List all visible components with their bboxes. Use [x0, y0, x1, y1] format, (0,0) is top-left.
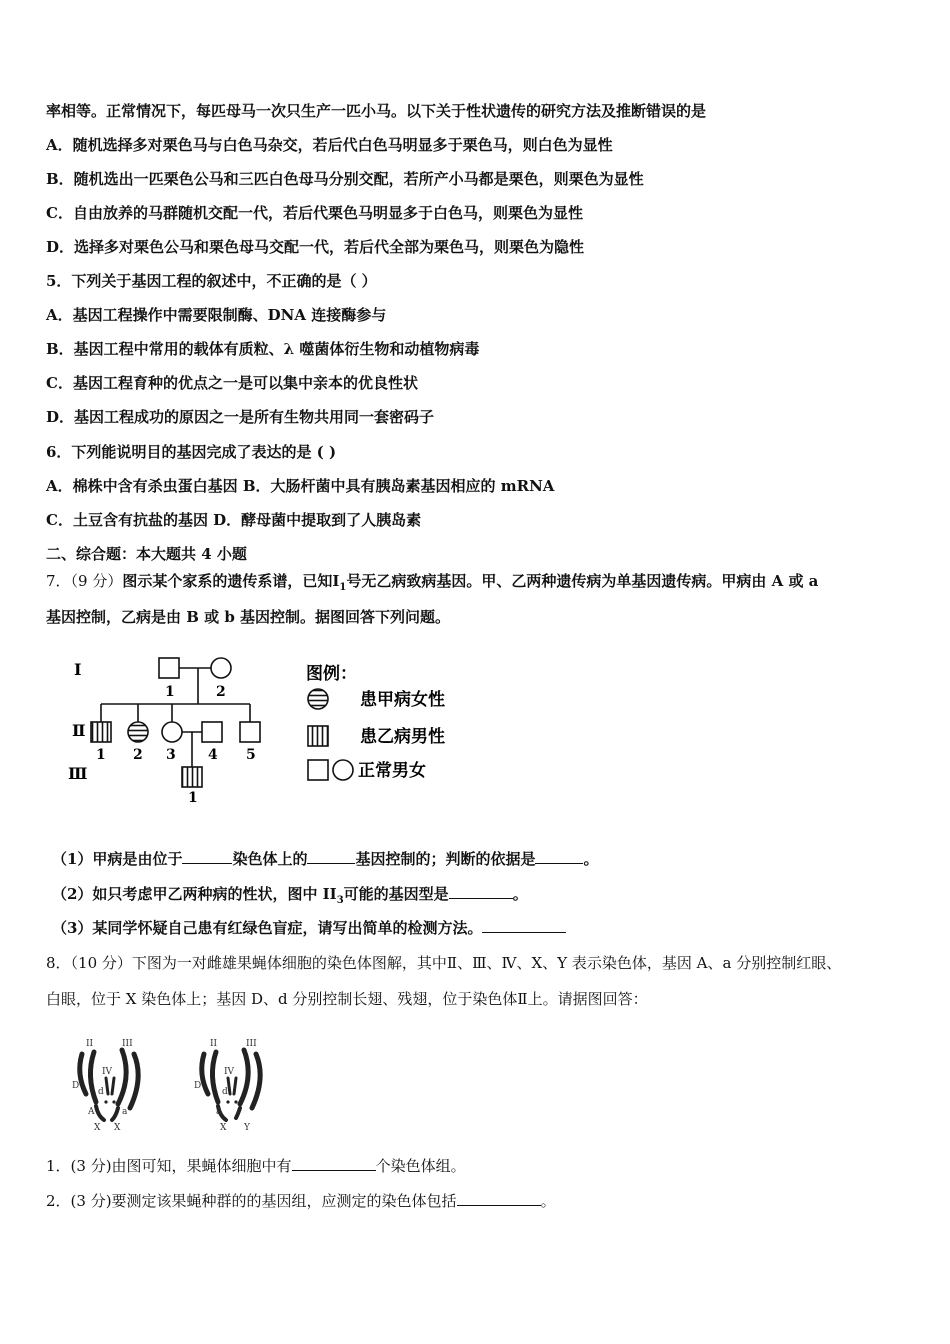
answer-blank-2[interactable]	[307, 849, 355, 864]
pedigree-i1-number: 1	[165, 684, 175, 700]
pedigree-i2-female	[211, 658, 231, 678]
fig-male-label-x: X	[220, 1123, 227, 1133]
q6-options-row2: C．土豆含有抗盐的基因 D．酵母菌中提取到了人胰岛素	[46, 511, 422, 529]
legend-affected-male-label: 患乙病男性	[360, 727, 445, 747]
pedigree-ii4-male	[202, 722, 222, 742]
q4-stem-tail: 率相等。正常情况下，每匹母马一次只生产一匹小马。以下关于性状遗传的研究方法及推断错误的是	[46, 102, 707, 120]
q7-sub1	[52, 849, 910, 869]
q7-sub1-text-c: 基因控制的；判断的依据是	[355, 850, 536, 868]
q7-text-b: 号无乙病致病基因。甲、乙两种遗传病为单基因遗传病。甲病由 A 或 a	[346, 572, 819, 590]
q4-option-c: C．自由放养的马群随机交配一代，若后代栗色马明显多于白色马，则栗色为显性	[46, 204, 583, 222]
fig-female-label-a-upper: A	[88, 1107, 95, 1117]
pedigree-chart	[60, 648, 480, 808]
pedigree-ii3-female	[162, 722, 182, 742]
answer-blank-6[interactable]	[292, 1156, 376, 1171]
q6-options-row1: A．棉株中含有杀虫蛋白基因 B．大肠杆菌中具有胰岛素基因相应的 mRNA	[46, 477, 555, 495]
answer-blank-4[interactable]	[449, 884, 513, 899]
q7-line1	[46, 571, 910, 598]
fig-male-label-dd: d	[222, 1087, 228, 1097]
q7-sub3-text: （3）某同学怀疑自己患有红绿色盲症，请写出简单的检测方法。	[52, 919, 483, 937]
legend-affected-female-label: 患甲病女性	[360, 690, 445, 710]
fig-female-label-a-lower: a	[122, 1107, 128, 1117]
q7-number: 7．（9 分）	[46, 572, 123, 590]
fig-female-label-x1: X	[94, 1123, 101, 1133]
q7-sub2-text-c: 。	[512, 885, 528, 903]
pedigree-i2-number: 2	[216, 684, 226, 700]
pedigree-iii1-affected-male	[182, 767, 202, 787]
section-heading: 二、综合题：本大题共 4 小题	[46, 545, 247, 563]
q7-sub2-text-a: （2）如只考虑甲乙两种病的性状，图中 II	[52, 885, 337, 903]
q5-option-d: D．基因工程成功的原因之一是所有生物共用同一套密码子	[46, 408, 435, 426]
q8-sub2-text-a: 2．(3 分)要测定该果蝇种群的的基因组，应测定的染色体包括	[46, 1192, 457, 1210]
q8-sub2-text-b: 。	[540, 1192, 556, 1210]
q7-line2: 基因控制，乙病是由 B 或 b 基因控制。据图回答下列问题。	[46, 608, 451, 626]
fig-male-label-a: a	[216, 1107, 222, 1117]
answer-blank-3[interactable]	[535, 849, 583, 864]
q7-sub2-text-b: 可能的基因型是	[343, 885, 449, 903]
pedigree-ii3-number: 3	[166, 747, 176, 763]
legend-affected-male-symbol	[308, 726, 328, 746]
fig-female-label-d: D	[72, 1081, 80, 1091]
legend-normal-label: 正常男女	[358, 761, 426, 781]
q5-option-c: C．基因工程育种的优点之一是可以集中亲本的优良性状	[46, 374, 418, 392]
q5-option-b: B．基因工程中常用的载体有质粒、λ 噬菌体衍生物和动植物病毒	[46, 340, 480, 358]
q7-sub1-text-a: （1）甲病是由位于	[52, 850, 183, 868]
q8-line1: 8．（10 分）下图为一对雌雄果蝇体细胞的染色体图解，其中Ⅱ、Ⅲ、Ⅳ、X、Y 表示染色体，基因 A、a 分别控制红眼、	[46, 954, 842, 972]
gen-label-3: Ⅲ	[68, 764, 88, 783]
gen-label-2: Ⅱ	[72, 721, 86, 740]
q7-text-a: 图示某个家系的遗传系谱，已知Ⅰ	[122, 572, 340, 590]
fig-female-label-iv: IV	[102, 1067, 113, 1077]
fig-female-label-iii: III	[122, 1039, 133, 1049]
chromosome-figure	[52, 1032, 312, 1134]
q7-sub1-text-b: 染色体上的	[232, 850, 308, 868]
pedigree-ii2-number: 2	[133, 747, 143, 763]
legend-normal-female-symbol	[333, 760, 353, 780]
gen-label-1: Ⅰ	[74, 660, 82, 679]
fig-male-label-y: Y	[244, 1123, 250, 1133]
legend-normal-male-symbol	[308, 760, 328, 780]
q8-sub1-text-b: 个染色体组。	[375, 1157, 466, 1175]
fig-male-label-d: D	[194, 1081, 202, 1091]
q8-line2: 白眼，位于 X 染色体上；基因 D、d 分别控制长翅、残翅，位于染色体Ⅱ上。请据图回答：	[46, 990, 648, 1008]
pedigree-ii1-number: 1	[96, 747, 106, 763]
q4-option-a: A．随机选择多对栗色马与白色马杂交，若后代白色马明显多于栗色马，则白色为显性	[46, 136, 613, 154]
pedigree-ii5-male	[240, 722, 260, 742]
q6-stem: 6．下列能说明目的基因完成了表达的是 ( )	[46, 443, 337, 461]
q7-sub3	[52, 918, 910, 938]
q7-sub: 1	[339, 582, 347, 593]
fig-female-label-ii: II	[86, 1039, 94, 1049]
q5-option-a: A．基因工程操作中需要限制酶、DNA 连接酶参与	[46, 306, 387, 324]
q8-sub1-text-a: 1．(3 分)由图可知，果蝇体细胞中有	[46, 1157, 292, 1175]
answer-blank-5[interactable]	[482, 918, 566, 933]
fig-female-label-x2: X	[114, 1123, 121, 1133]
fig-female-label-dd: d	[98, 1087, 104, 1097]
fig-male-label-ii: II	[210, 1039, 218, 1049]
pedigree-iii1-number: 1	[188, 790, 198, 806]
answer-blank-7[interactable]	[457, 1191, 541, 1206]
q8-sub1	[46, 1156, 910, 1176]
fig-male-label-iv: IV	[224, 1067, 235, 1077]
pedigree-ii1-affected-male	[91, 722, 111, 742]
pedigree-ii4-number: 4	[208, 747, 218, 763]
answer-blank-1[interactable]	[182, 849, 232, 864]
q7-sub2	[52, 884, 910, 911]
q5-stem: 5．下列关于基因工程的叙述中，不正确的是（ ）	[46, 272, 377, 290]
pedigree-ii5-number: 5	[246, 747, 256, 763]
fig-male-label-iii: III	[246, 1039, 257, 1049]
q8-sub2	[46, 1191, 910, 1211]
q4-option-b: B．随机选出一匹栗色公马和三匹白色母马分别交配，若所产小马都是栗色，则栗色为显性	[46, 170, 644, 188]
q7-sub2-subscript: 3	[336, 895, 344, 906]
q4-option-d: D．选择多对栗色公马和栗色母马交配一代，若后代全部为栗色马，则栗色为隐性	[46, 238, 585, 256]
q7-sub1-text-d: 。	[583, 850, 599, 868]
pedigree-i1-male	[159, 658, 179, 678]
legend-title: 图例：	[306, 664, 357, 684]
